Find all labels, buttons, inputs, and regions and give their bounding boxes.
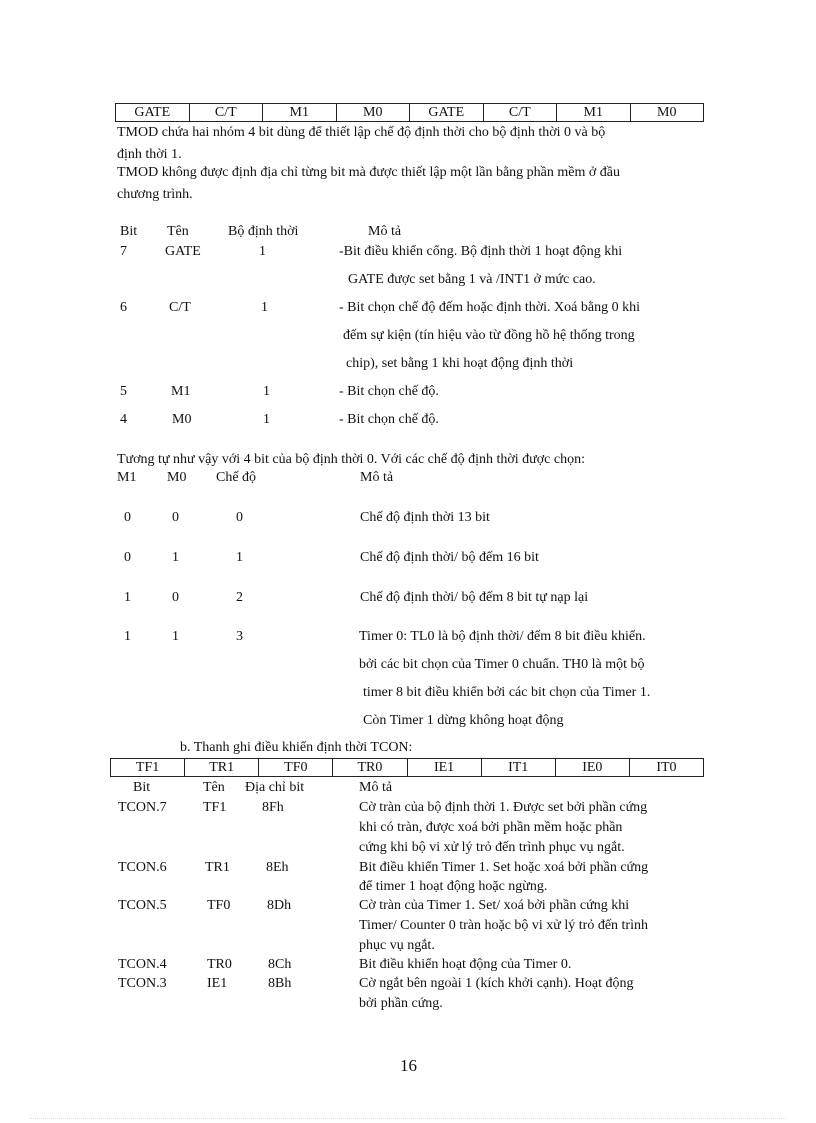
mode-header-mode: Chế độ (216, 470, 257, 485)
tcon-cell: TR0 (333, 759, 407, 777)
tcon-row-bit: TCON.7 (118, 800, 167, 815)
mode-header-m1: M1 (117, 470, 137, 485)
mode-row-m0: 0 (172, 590, 179, 605)
tcon-row-desc: Bit điều khiển Timer 1. Set hoặc xoá bởi phần cứng (359, 860, 649, 875)
tmod-cell: M1 (557, 104, 631, 122)
tmod-row-name: GATE (165, 244, 201, 259)
tmod-register-table (115, 103, 704, 122)
tcon-row-addr: 8Bh (268, 976, 292, 991)
tcon-row-bit: TCON.3 (118, 976, 167, 991)
tmod-cell: GATE (410, 104, 484, 122)
tcon-row-desc: phục vụ ngắt. (359, 938, 435, 953)
tcon-row-name: TR1 (205, 860, 230, 875)
tmod-header-timer: Bộ định thời (228, 224, 299, 239)
tmod-row-bit: 4 (120, 412, 127, 427)
tmod-row-timer: 1 (261, 300, 268, 315)
tcon-header-name: Tên (203, 780, 225, 795)
tmod-row-name: M1 (171, 384, 191, 399)
mode-header-desc: Mô tả (360, 470, 394, 485)
tcon-heading: b. Thanh ghi điều khiển định thời TCON: (180, 740, 413, 755)
mode-row-desc: Timer 0: TL0 là bộ định thời/ đếm 8 bit điều khiển. (359, 629, 646, 644)
tcon-row-addr: 8Ch (268, 957, 292, 972)
tcon-row-desc: để timer 1 hoạt động hoặc ngừng. (359, 879, 548, 894)
tmod-row-desc: - Bit chọn chế độ đếm hoặc định thời. Xoá bằng 0 khi (339, 300, 640, 315)
tcon-row-name: TF0 (207, 898, 231, 913)
tcon-cell: IE0 (555, 759, 629, 777)
tcon-row-addr: 8Fh (262, 800, 284, 815)
tmod-row-timer: 1 (263, 384, 270, 399)
tcon-header-bit: Bit (133, 780, 151, 795)
mode-row-m0: 0 (172, 510, 179, 525)
tmod-row-desc: - Bit chọn chế độ. (339, 412, 439, 427)
tmod-header-name: Tên (167, 224, 189, 239)
tcon-register-table (110, 758, 704, 777)
tcon-row-addr: 8Eh (266, 860, 289, 875)
tmod-cell: M0 (336, 104, 410, 122)
tmod-row-desc: - Bit chọn chế độ. (339, 384, 439, 399)
tmod-cell: M1 (263, 104, 337, 122)
tmod-intro-line: TMOD không được định địa chỉ từng bit mà được thiết lập một lần bằng phần mềm ở đầu (117, 165, 620, 180)
mode-row-desc: Còn Timer 1 dừng không hoạt động (363, 713, 564, 728)
page-bottom-rule (30, 1118, 786, 1119)
tcon-cell: TF0 (259, 759, 333, 777)
mode-row-m0: 1 (172, 550, 179, 565)
tmod-header-desc: Mô tả (368, 224, 402, 239)
tcon-row-name: IE1 (207, 976, 228, 991)
tcon-cell: IT0 (629, 759, 703, 777)
tcon-row-desc: khi có tràn, được xoá bởi phần mềm hoặc phần (359, 820, 623, 835)
tmod-row-bit: 7 (120, 244, 127, 259)
mode-row-m1: 0 (124, 510, 131, 525)
tcon-header-addr: Địa chỉ bit (245, 780, 305, 795)
mode-row-m1: 1 (124, 590, 131, 605)
tcon-row-desc: bởi phần cứng. (359, 996, 443, 1011)
mode-intro: Tương tự như vậy với 4 bit của bộ định thời 0. Với các chế độ định thời được chọn: (117, 452, 585, 467)
mode-row-mode: 2 (236, 590, 243, 605)
mode-row-desc: Chế độ định thời/ bộ đếm 16 bit (360, 550, 539, 565)
mode-row-m0: 1 (172, 629, 179, 644)
tmod-row-desc: GATE được set bằng 1 và /INT1 ở mức cao. (348, 272, 596, 287)
mode-header-m0: M0 (167, 470, 187, 485)
tcon-cell: IE1 (407, 759, 481, 777)
tcon-header-desc: Mô tả (359, 780, 393, 795)
mode-row-mode: 0 (236, 510, 243, 525)
mode-row-desc: timer 8 bit điều khiển bởi các bit chọn của Timer 1. (363, 685, 651, 700)
page-number: 16 (400, 1056, 417, 1075)
tcon-row-bit: TCON.5 (118, 898, 167, 913)
tmod-cell: M0 (630, 104, 704, 122)
tcon-row-desc: Cờ tràn của Timer 1. Set/ xoá bởi phần cứng khi (359, 898, 630, 913)
tmod-row-desc: đếm sự kiện (tín hiệu vào từ đồng hồ hệ thống trong (343, 328, 635, 343)
tcon-row-desc: Bit điều khiển hoạt động của Timer 0. (359, 957, 572, 972)
tmod-row-timer: 1 (263, 412, 270, 427)
mode-row-m1: 0 (124, 550, 131, 565)
tcon-row-addr: 8Dh (267, 898, 292, 913)
tmod-cell: C/T (189, 104, 263, 122)
tcon-row-desc: Cờ ngắt bên ngoài 1 (kích khởi cạnh). Hoạt động (359, 976, 634, 991)
tcon-row-desc: cứng khi bộ vi xử lý trỏ đến trình phục vụ ngắt. (359, 840, 625, 855)
tmod-row-bit: 6 (120, 300, 127, 315)
mode-row-desc: Chế độ định thời/ bộ đếm 8 bit tự nạp lại (360, 590, 589, 605)
tmod-intro-line: định thời 1. (117, 147, 182, 162)
tcon-row-name: TF1 (203, 800, 227, 815)
tmod-row-timer: 1 (259, 244, 266, 259)
tmod-row-desc: -Bit điều khiển cổng. Bộ định thời 1 hoạt động khi (339, 244, 623, 259)
tcon-row-desc: Cờ tràn của bộ định thời 1. Được set bởi phần cứng (359, 800, 648, 815)
mode-row-mode: 3 (236, 629, 243, 644)
mode-row-desc: Chế độ định thời 13 bit (360, 510, 490, 525)
mode-row-mode: 1 (236, 550, 243, 565)
tmod-row-desc: chip), set bằng 1 khi hoạt động định thời (346, 356, 574, 371)
tcon-cell: IT1 (481, 759, 555, 777)
tcon-row-name: TR0 (207, 957, 232, 972)
tmod-cell: GATE (116, 104, 190, 122)
tcon-cell: TR1 (185, 759, 259, 777)
tmod-intro-line: TMOD chứa hai nhóm 4 bit dùng để thiết lập chế độ định thời cho bộ định thời 0 và bộ (117, 125, 606, 140)
tcon-cell: TF1 (111, 759, 185, 777)
mode-row-m1: 1 (124, 629, 131, 644)
tcon-row-desc: Timer/ Counter 0 tràn hoặc bộ vi xử lý trỏ đến trình (359, 918, 648, 933)
tmod-row-name: C/T (169, 300, 191, 315)
tcon-row-bit: TCON.4 (118, 957, 167, 972)
tmod-cell: C/T (483, 104, 557, 122)
tmod-row-bit: 5 (120, 384, 127, 399)
tcon-row-bit: TCON.6 (118, 860, 167, 875)
tmod-intro-line: chương trình. (117, 187, 193, 202)
tmod-header-bit: Bit (120, 224, 138, 239)
tmod-row-name: M0 (172, 412, 192, 427)
mode-row-desc: bởi các bit chọn của Timer 0 chuẩn. TH0 là một bộ (359, 657, 645, 672)
